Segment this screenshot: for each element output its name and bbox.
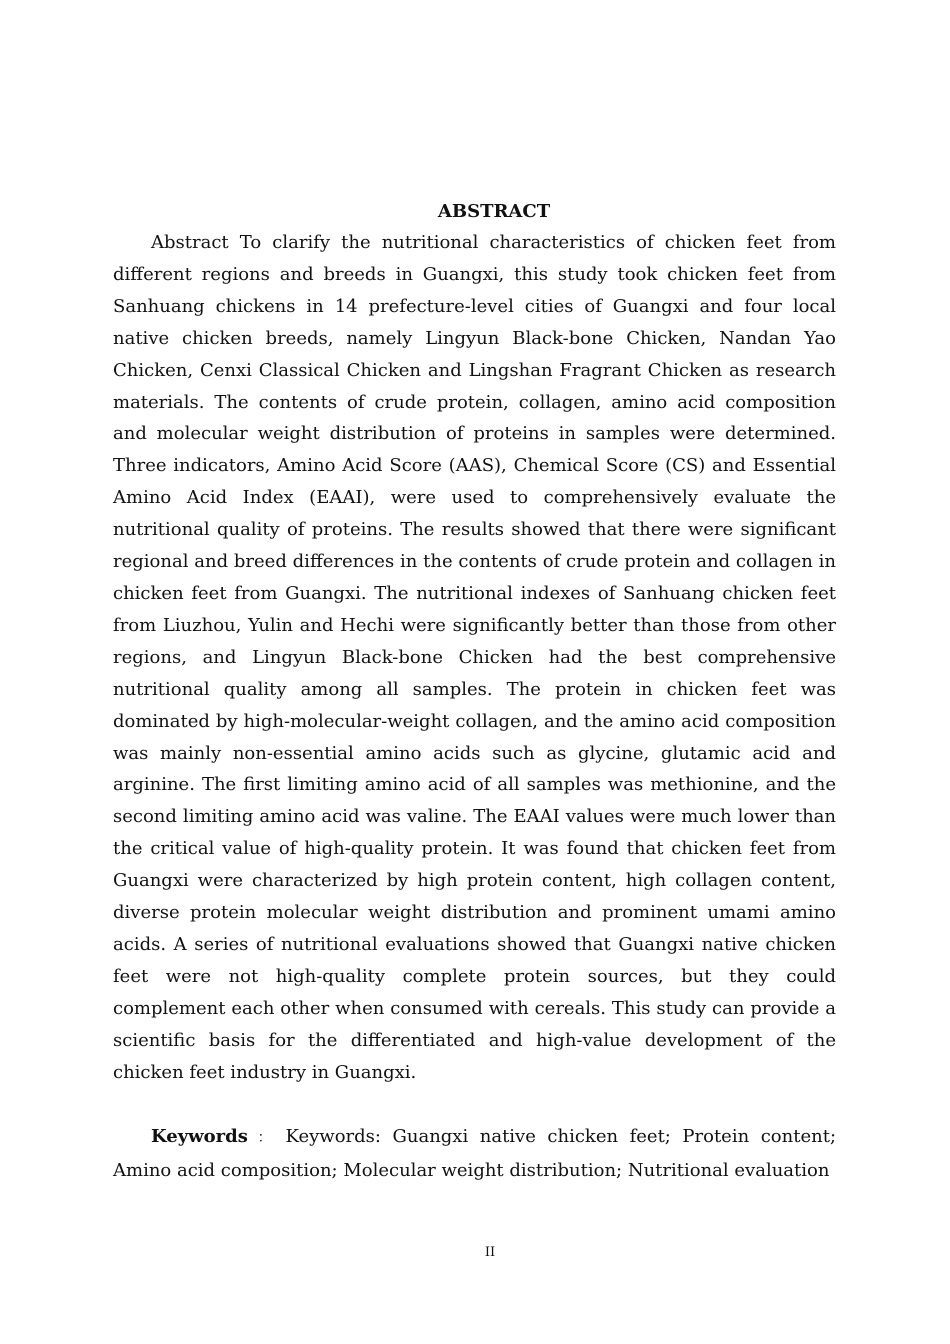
page-number: II [484,1245,496,1260]
keywords-label: Keywords [151,1126,248,1147]
keywords-paragraph [113,1121,836,1187]
abstract-body: Abstract To clarify the nutritional characteristics of chicken feet from different regions and breeds in Guangxi, this study took chicken feet from Sanhuang chickens in 14 prefecture-level cities of Guangxi and four local native chicken breeds, namely Lingyun Black-bone Chicken, Nandan Yao Chicken, Cenxi Classical Chicken and Lingshan Fragrant Chicken as research materials. The contents of crude protein, collagen, amino acid composition and molecular weight distribution of proteins in samples were determined. Three indicators, Amino Acid Score (AAS), Chemical Score (CS) and Essential Amino Acid Index (EAAI), were used to comprehensively evaluate the nutritional quality of proteins. The results showed that there were significant regional and breed differences in the contents of crude protein and collagen in chicken feet from Guangxi. The nutritional indexes of Sanhuang chicken feet from Liuzhou, Yulin and Hechi were significantly better than those from other regions, and Lingyun Black-bone Chicken had the best comprehensive nutritional quality among all samples. The protein in chicken feet was dominated by high-molecular-weight collagen, and the amino acid composition was mainly non-essential amino acids such as glycine, glutamic acid and arginine. The first limiting amino acid of all samples was methionine, and the second limiting amino acid was valine. The EAAI values were much lower than the critical value of high-quality protein. It was found that chicken feet from Guangxi were characterized by high protein content, high collagen content, diverse protein molecular weight distribution and prominent umami amino acids. A series of nutritional evaluations showed that Guangxi native chicken feet were not high-quality complete protein sources, but they could complement each other when consumed with cereals. This study can provide a scientific basis for the differentiated and high-value development of the chicken feet industry in Guangxi. [113,232,836,1083]
keywords-separator: ： [251,1130,278,1146]
abstract-title: ABSTRACT [437,201,551,222]
keywords-text: Keywords: Guangxi native chicken feet; Protein content; Amino acid composition; Molecular weight distribution; Nutritional evaluation [113,1126,837,1181]
